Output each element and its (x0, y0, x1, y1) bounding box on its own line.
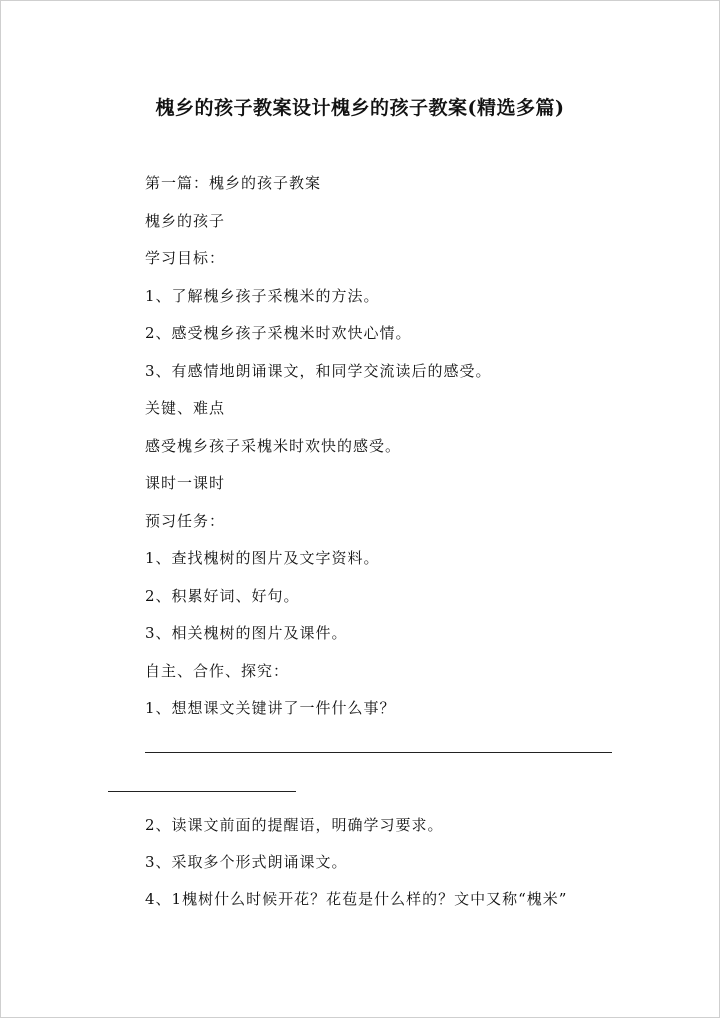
key-points-heading: 关键、难点 (145, 399, 226, 417)
preview-tasks-heading: 预习任务： (145, 512, 226, 530)
inquiry-question-1: 1、想想课文关键讲了一件什么事？ (145, 699, 396, 717)
inquiry-step-4: 4、1槐树什么时候开花？花苞是什么样的？文中又称“槐米” (145, 890, 568, 908)
goal-item-1: 1、了解槐乡孩子采槐米的方法。 (145, 287, 380, 305)
goal-item-2: 2、感受槐乡孩子采槐米时欢快心情。 (145, 324, 412, 342)
preview-task-1: 1、查找槐树的图片及文字资料。 (145, 549, 380, 567)
lesson-name: 槐乡的孩子 (145, 212, 226, 230)
class-hours: 课时一课时 (145, 474, 226, 492)
answer-blank-line-1 (145, 752, 612, 753)
goal-item-3: 3、有感情地朗诵课文，和同学交流读后的感受。 (145, 362, 492, 380)
answer-blank-line-2 (108, 791, 296, 792)
key-points-text: 感受槐乡孩子采槐米时欢快的感受。 (145, 437, 402, 455)
inquiry-step-3: 3、采取多个形式朗诵课文。 (145, 853, 348, 871)
document-title: 槐乡的孩子教案设计槐乡的孩子教案(精选多篇) (155, 97, 565, 119)
preview-task-2: 2、积累好词、好句。 (145, 587, 300, 605)
preview-task-3: 3、相关槐树的图片及课件。 (145, 624, 348, 642)
section-heading-first-article: 第一篇：槐乡的孩子教案 (145, 174, 322, 192)
inquiry-step-2: 2、读课文前面的提醒语，明确学习要求。 (145, 816, 444, 834)
inquiry-heading: 自主、合作、探究： (145, 662, 290, 680)
learning-goals-heading: 学习目标： (145, 249, 226, 267)
